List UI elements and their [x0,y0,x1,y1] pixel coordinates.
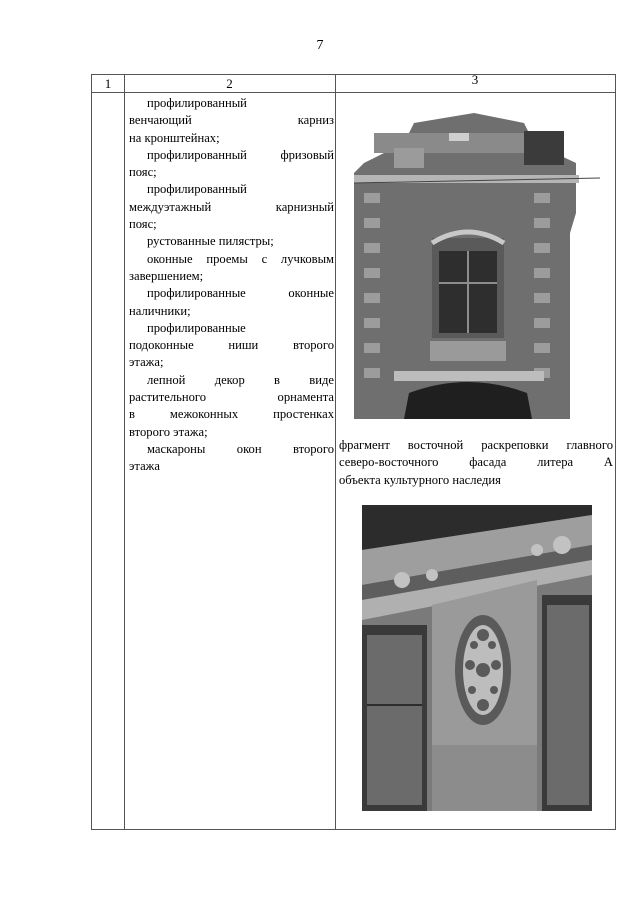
caption-line: фрагмент восточной раскреповки главного [339,438,613,452]
list-item-line: профилированный фризовый [147,147,334,162]
list-item-line: профилированный [147,182,247,197]
list-item-line: наличники; [129,303,191,318]
header-cell-1: 1 [104,76,112,91]
list-item-line: рустованные пилястры; [147,234,274,249]
list-item-line: пояс; [129,165,157,180]
list-item-line: этажа; [129,355,164,370]
column-divider [124,75,125,829]
list-item-line: маскароны окон второго [147,441,334,456]
list-item [129,251,334,286]
list-item [129,372,334,441]
list-item-line: профилированные [147,320,246,335]
column-divider [335,75,336,829]
facade-photo [354,93,600,419]
list-item [129,441,334,476]
list-item-line: профилированные оконные [147,286,334,301]
list-item-line: на кронштейнах; [129,130,220,145]
list-item-line: профилированный [147,96,247,110]
list-item [129,147,334,182]
list-item-line: растительного орнамента [129,390,334,405]
list-item-line: лепной декор в виде [147,372,334,387]
photo-caption [339,437,613,489]
caption-line: северо-восточного фасада литера А [339,455,613,470]
list-item [129,181,334,233]
content-table [91,74,616,830]
list-item-line: завершением; [129,268,204,283]
list-item-line: венчающий карниз [129,113,334,128]
list-item-line: второго этажа; [129,424,208,439]
list-item [129,95,334,147]
list-item [129,233,334,250]
list-item [129,320,334,372]
list-item-line: оконные проемы с лучковым [147,251,334,266]
list-item-line: пояс; [129,217,157,232]
header-cell-2: 2 [226,76,233,91]
list-item-line: междуэтажный карнизный [129,199,334,214]
ornament-photo [362,505,592,811]
page-number: 7 [316,38,324,53]
header-cell-3: 3 [471,72,479,87]
caption-line: объекта культурного наследия [339,472,501,487]
list-item-line: подоконные ниши второго [129,338,334,353]
list-item-line: этажа [129,459,160,474]
features-list [129,95,334,476]
list-item-line: в межоконных простенках [129,407,334,422]
list-item [129,285,334,320]
